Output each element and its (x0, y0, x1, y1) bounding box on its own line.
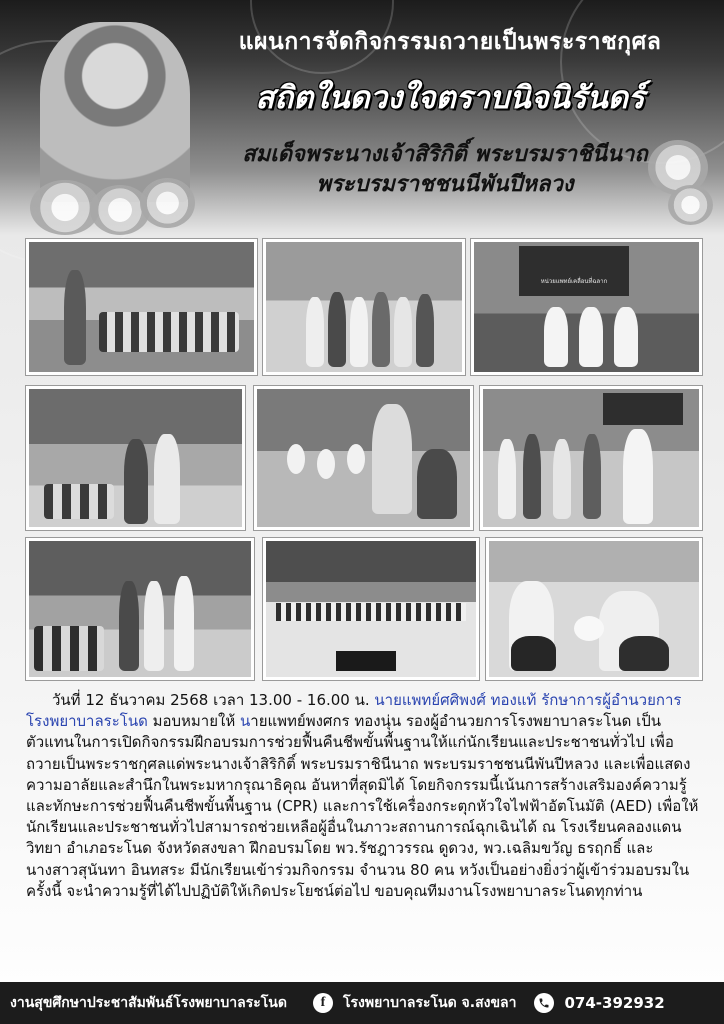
title-line-3a: สมเด็จพระนางเจ้าสิริกิติ์ พระบรมราชินีนาถ (242, 142, 648, 167)
photo-nurses-banner (471, 239, 702, 375)
caption-text: ายแพทย์พงศกร ทองนุ่น รองผู้อำนวยการโรงพยาบาลระโนด เป็นตัวแทนในการเปิดกิจกรรมฝึกอบรมการช่วยฟื้นคืนชีพขั้นพื้นฐานให้แก่นักเรียนและประชาชนทั่วไป เพื่อถวายเป็นพระราชกุศลแด่พระนางเจ้าสิริกิติ์ พระบรมราชินีนาถ พระบรมราชชนนีพันปีหลวง และเพื่อแสดงความอาลัยและสำนึกในพระมหากรุณาธิคุณ อันหาที่สุดมิได้ โดยกิจกรรมนี้เน้นการสร้างเสริมองค์ความรู้และทักษะการช่วยฟื้นคืนชีพขั้นพื้นฐาน (CPR) และการใช้เครื่องกระตุกหัวใจไฟฟ้าอัตโนมัติ (AED) เพื่อให้นักเรียนและประชาชนทั่วไปสามารถช่วยเหลือผู้อื่นในภาวะสถานการณ์ฉุกเฉินได้ ณ โรงเรียนคลองแดนวิทยา อำเภอระโนด จังหวัดสงขลา ฝึกอบรมโดย พว.รัชฎาวรรณ ดูดวง, พว.เฉลิมขวัญ ธรฤกธิ์ และนางสาวสุนันทา อินทสระ มีนักเรียนเข้าร่วมกิจกรรม จำนวน 80 คน หวังเป็นอย่างยิ่งว่าผู้เข้าร่วมอบรมในครั้งนี้ จะนำความรู้ที่ได้ไปปฏิบัติให้เกิดประโยชน์ต่อไป ขอบคุณทีมงานโรงพยาบาลระโนดทุกท่าน (26, 712, 699, 900)
footer-facebook-page[interactable]: โรงพยาบาลระโนด จ.สงขลา (342, 995, 517, 1011)
photo-demo-group (26, 538, 254, 680)
photo-staff-speaker (480, 386, 702, 530)
photo-students-seated-hall (26, 239, 257, 375)
photo-staff-lineup-front (263, 239, 465, 375)
photo-students-practice (486, 538, 702, 680)
caption-text: วันที่ 12 ธันวาคม 2568 เวลา 13.00 - 16.00 น. (52, 691, 375, 709)
photo-cpr-instructor (254, 386, 473, 530)
caption-deputy-highlight: น (240, 712, 251, 731)
photo-floor-mat (336, 651, 396, 671)
caption-director-highlight: นายแพทย์ศศิพงศ์ ทองแท้ รักษาการผู้อำนวยการโรงพยาบาลระโนด (26, 691, 682, 731)
footer-org: งานสุขศึกษาประชาสัมพันธ์โรงพยาบาลระโนด (10, 995, 287, 1011)
event-description (26, 690, 700, 902)
photo-banner (603, 393, 683, 425)
caption-text: มอบหมายให้ (147, 712, 240, 731)
title-line-3b: พระบรมราชชนนีพันปีหลวง (316, 172, 574, 197)
footer-phone[interactable]: 074-392932 (564, 994, 665, 1012)
title-line-2: สถิตในดวงใจตราบนิจนิรันดร์ (255, 80, 645, 116)
photo-demo-classroom (26, 386, 245, 530)
royal-portrait (40, 22, 190, 202)
facebook-icon: f (313, 993, 333, 1013)
footer-bar (0, 982, 724, 1024)
flower-decoration (140, 178, 195, 228)
phone-icon (534, 993, 554, 1013)
title-line-1: แผนการจัดกิจกรรมถวายเป็นพระราชกุศล (238, 29, 662, 55)
photo-banner: หน่วยแพทย์เคลื่อนที่ฉลาก (519, 246, 629, 296)
title-line-3 (190, 140, 700, 200)
photo-crowd (276, 603, 466, 621)
photo-hall-wide (263, 538, 479, 680)
